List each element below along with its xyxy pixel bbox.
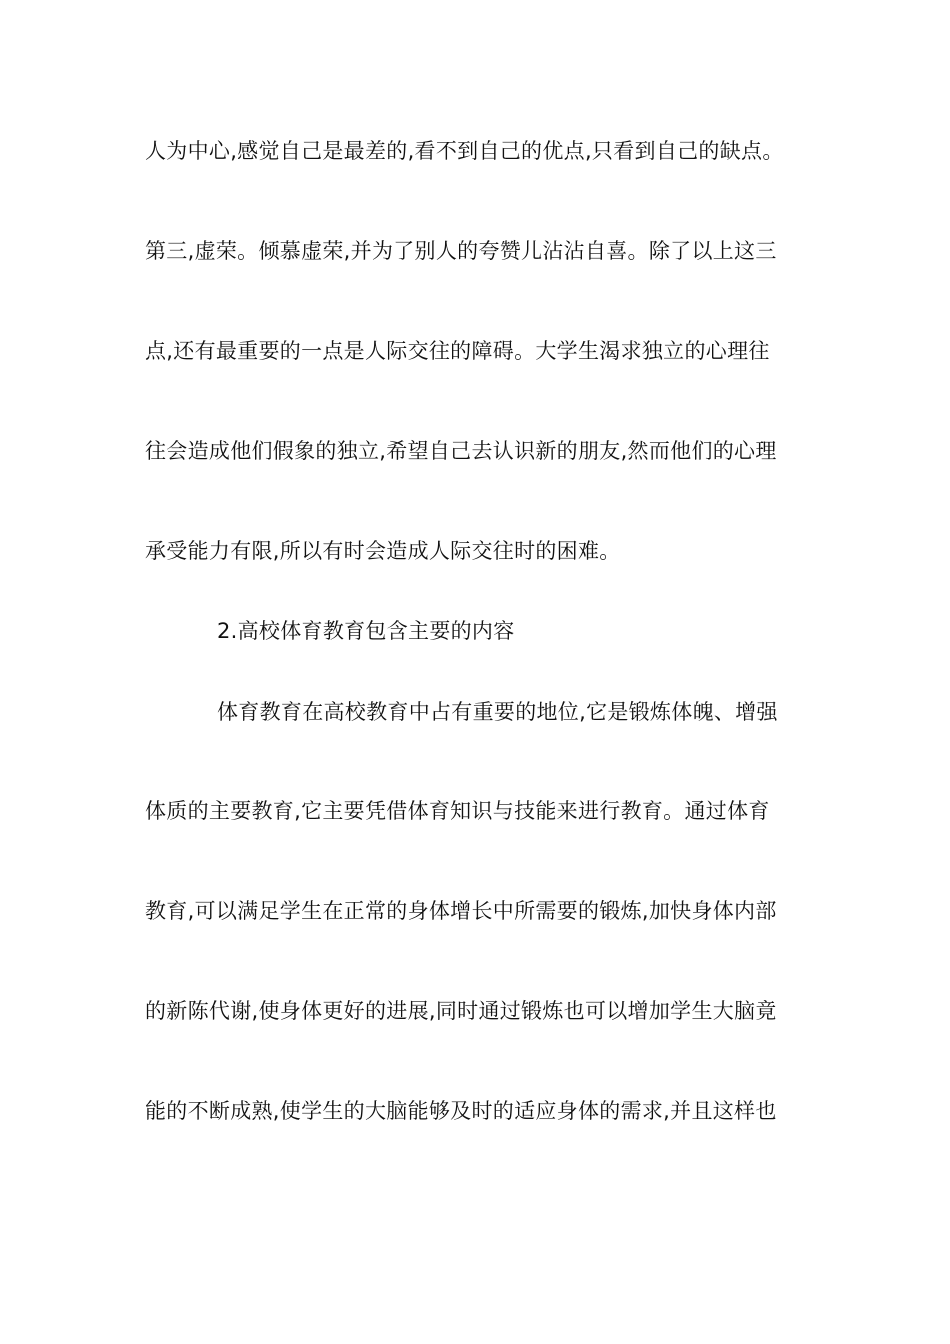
text-line: 教育,可以满足学生在正常的身体增长中所需要的锻炼,加快身体内部 [145, 899, 777, 923]
section-heading: 2.高校体育教育包含主要的内容 [217, 619, 515, 643]
text-line: 往会造成他们假象的独立,希望自己去认识新的朋友,然而他们的心理 [145, 439, 777, 463]
text-line: 第三,虚荣。倾慕虚荣,并为了别人的夸赞儿沾沾自喜。除了以上这三 [145, 239, 777, 263]
text-line: 承受能力有限,所以有时会造成人际交往时的困难。 [145, 539, 621, 563]
text-line: 体育教育在高校教育中占有重要的地位,它是锻炼体魄、增强 [217, 700, 778, 724]
text-line: 的新陈代谢,使身体更好的进展,同时通过锻炼也可以增加学生大脑竟 [145, 999, 777, 1023]
text-line: 能的不断成熟,使学生的大脑能够及时的适应身体的需求,并且这样也 [145, 1099, 777, 1123]
text-line: 点,还有最重要的一点是人际交往的障碍。大学生渴求独立的心理往 [145, 339, 770, 363]
text-line: 体质的主要教育,它主要凭借体育知识与技能来进行教育。通过体育 [145, 799, 770, 823]
text-line: 人为中心,感觉自己是最差的,看不到自己的优点,只看到自己的缺点。 [145, 139, 784, 163]
